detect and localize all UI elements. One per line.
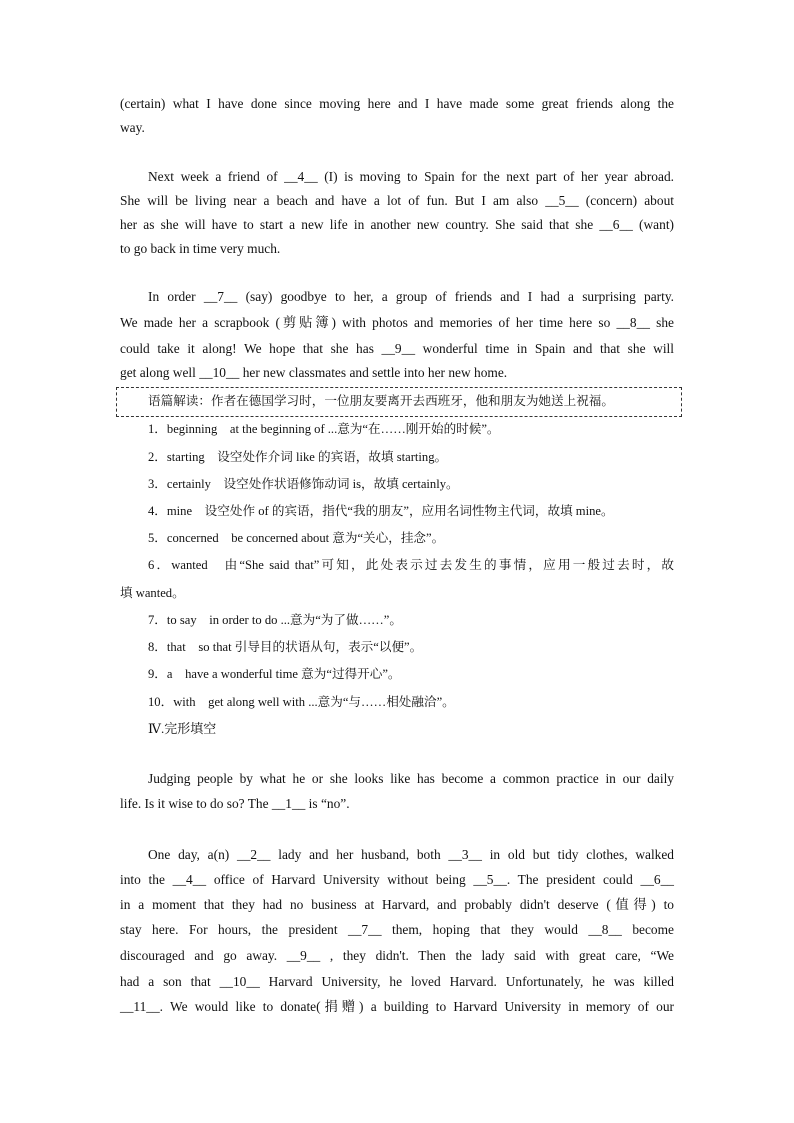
passage-line: to go back in time very much. <box>120 241 281 256</box>
passage-line: __11__. We would like to donate(捐赠) a building to Harvard University in memory of our <box>120 999 674 1014</box>
passage-line: into the __4__ office of Harvard University without being __5__. The president could __6__ <box>120 872 674 887</box>
passage-line: We made her a scrapbook (剪贴簿) with photos and memories of her time here so __8__ she <box>120 315 674 330</box>
passage-line: could take it along! We hope that she has __9__ wonderful time in Spain and that she will <box>120 341 674 356</box>
section-heading: Ⅳ.完形填空 <box>148 721 217 736</box>
answer-item: 10．with get along well with ...意为“与……相处融洽”。 <box>148 695 455 709</box>
passage-line: way. <box>120 120 145 135</box>
answer-item: 6．wanted 由“She said that”可知，此处表示过去发生的事情，应用一般过去时，故 <box>148 558 674 572</box>
passage-line: stay here. For hours, the president __7__ them, hoping that they would __8__ become <box>120 922 674 937</box>
passage-line: Next week a friend of __4__ (I) is moving to Spain for the next part of her year abroad. <box>148 169 674 184</box>
answer-item: 5．concerned be concerned about 意为“关心，挂念”。 <box>148 531 445 545</box>
answer-item: 4．mine 设空处作 of 的宾语，指代“我的朋友”，应用名词性物主代词，故填 mine。 <box>148 504 614 518</box>
passage-line: in a moment that they had no business at Harvard, and probably didn't deserve (值得) to <box>120 897 674 912</box>
passage-line: discouraged and go away. __9__ , they didn't. Then the lady said with great care, “We <box>120 948 674 963</box>
passage-line: life. Is it wise to do so? The __1__ is “no”. <box>120 796 350 811</box>
passage-line: In order __7__ (say) goodbye to her, a group of friends and I had a surprising party. <box>148 289 674 304</box>
answer-item: 填 wanted。 <box>120 586 185 600</box>
passage-line: (certain) what I have done since moving here and I have made some great friends along the <box>120 96 674 111</box>
passage-line: She will be living near a beach and have a lot of fun. But I am also __5__ (concern) about <box>120 193 674 208</box>
passage-line: get along well __10__ her new classmates and settle into her new home. <box>120 365 508 380</box>
answer-item: 9．a have a wonderful time 意为“过得开心”。 <box>148 667 401 681</box>
answer-item: 1．beginning at the beginning of ...意为“在……刚开始的时候”。 <box>148 422 500 436</box>
passage-line: Judging people by what he or she looks like has become a common practice in our daily <box>148 771 674 786</box>
passage-line: her as she will have to start a new life in another new country. She said that she __6__ (want) <box>120 217 674 232</box>
answer-item: 8．that so that 引导目的状语从句，表示“以便”。 <box>148 640 423 654</box>
passage-summary: 语篇解读：作者在德国学习时，一位朋友要离开去西班牙，他和朋友为她送上祝福。 <box>148 394 614 408</box>
passage-line: had a son that __10__ Harvard University, he loved Harvard. Unfortunately, he was killed <box>120 974 674 989</box>
passage-line: One day, a(n) __2__ lady and her husband, both __3__ in old but tidy clothes, walked <box>148 847 674 862</box>
answer-item: 7．to say in order to do ...意为“为了做……”。 <box>148 613 402 627</box>
answer-item: 2．starting 设空处作介词 like 的宾语，故填 starting。 <box>148 450 448 464</box>
answer-item: 3．certainly 设空处作状语修饰动词 is，故填 certainly。 <box>148 477 459 491</box>
